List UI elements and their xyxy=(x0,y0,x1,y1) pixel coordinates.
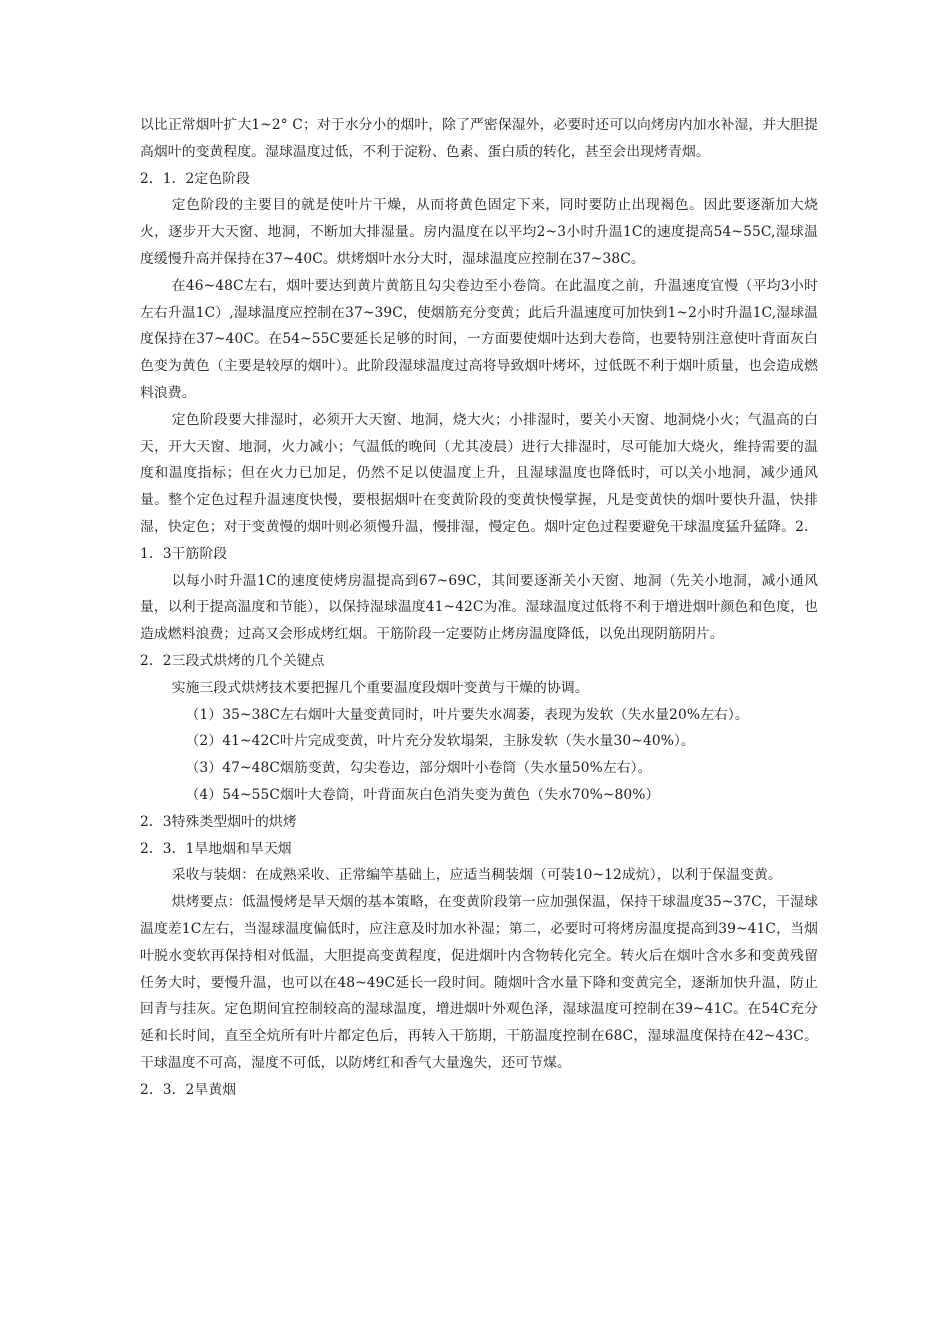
paragraph-color-fixing-temperature: 在46~48C左右，烟叶要达到黄片黄筋且勾尖卷边至小卷筒。在此温度之前，升温速度宜慢（平均3小时左右升温1C）,湿球温度应控制在37~39C，使烟筋充分变黄；此后升温速度可加快到1~2小时升温1C,湿球温度保持在37~40C。在54~55C要延长足够的时间，一方面要使烟叶达到大卷筒，也要特别注意使叶背面灰白色变为黄色（主要是较厚的烟叶）。此阶段湿球温度过高将导致烟叶烤坏，过低既不利于烟叶质量，也会造成燃料浪费。 xyxy=(140,277,818,401)
paragraph-color-fixing-intro: 定色阶段的主要目的就是使叶片干燥，从而将黄色固定下来，同时要防止出现褐色。因此要逐渐加大烧火，逐步开大天窗、地洞，不断加大排湿量。房内温度在以平均2~3小时升温1C的速度提高54~55C,湿球温度缓慢升高并保持在37~40C。烘烤烟叶水分大时，湿球温度应控制在37~38C。 xyxy=(140,197,818,267)
list-item-1: （1）35~38C左右烟叶大量变黄同时，叶片要失水凋萎，表现为发软（失水量20%左右）。 xyxy=(185,706,749,723)
list-item-4: （4）54~55C烟叶大卷筒，叶背面灰白色消失变为黄色（失水70%~80%） xyxy=(185,786,660,803)
list-item-2: （2）41~42C叶片完成变黄，叶片充分发软塌架，主脉发软（失水量30~40%）。 xyxy=(185,733,695,750)
document-page xyxy=(140,112,818,1103)
list-item-3: （3）47~48C烟筋变黄，勾尖卷边，部分烟叶小卷筒（失水量50%左右）。 xyxy=(185,760,652,777)
paragraph-drying-stage: 以每小时升温1C的速度使烤房温提高到67~69C，其间要逐渐关小天窗、地洞（先关小地洞，减小通风量，以利于提高温度和节能），以保持湿球温度41~42C为准。湿球温度过低将不利于增进烟叶颜色和色度，也造成燃料浪费；过高又会形成烤红烟。干筋阶段一定要防止烤房温度降低，以免出现阴筋阴片。 xyxy=(140,572,818,643)
heading-2-3-2: 2．3．2旱黄烟 xyxy=(140,1081,237,1098)
paragraph-color-fixing-humidity: 定色阶段要大排湿时，必须开大天窗、地洞，烧大火；小排湿时，要关小天窗、地洞烧小火；气温高的白天，开大天窗、地洞，火力减小；气温低的晚间（尤其凌晨）进行大排湿时，尽可能加大烧火，维持需要的温度和温度指标；但在火力已加足，仍然不足以使温度上升，且湿球温度也降低时，可以关小地洞，减少通风量。整个定色过程升温速度快慢，要根据烟叶在变黄阶段的变黄快慢掌握，凡是变黄快的烟叶要快升温，快排湿，快定色；对于变黄慢的烟叶则必须慢升温，慢排湿，慢定色。烟叶定色过程要避免干球温度猛升猛降。2．1．3干筋阶段 xyxy=(140,411,818,562)
paragraph-harvest-loading: 采收与装烟：在成熟采收、正常编竿基础上，应适当稠装烟（可装10~12成炕），以利于保温变黄。 xyxy=(171,867,782,884)
paragraph-yellowing-end: 以比正常烟叶扩大1~2° C；对于水分小的烟叶，除了严密保湿外，必要时还可以向烤房内加水补湿，并大胆提高烟叶的变黄程度。湿球温度过低，不利于淀粉、色素、蛋白质的转化，甚至会出现烤青烟。 xyxy=(140,117,818,160)
heading-2-2: 2．2三段式烘烤的几个关键点 xyxy=(140,652,325,669)
heading-2-3-1: 2．3．1旱地烟和旱天烟 xyxy=(140,840,292,857)
heading-2-3: 2．3特殊类型烟叶的烘烤 xyxy=(140,813,297,830)
paragraph-curing-points: 烘烤要点：低温慢烤是旱天烟的基本策略，在变黄阶段第一应加强保温，保持干球温度35~37C，干湿球温度差1C左右，当湿球温度偏低时，应注意及时加水补湿；第二，必要时可将烤房温度提高到39~41C，当烟叶脱水变软再保持相对低温，大胆提高变黄程度，促进烟叶内含物转化完全。转火后在烟叶含水多和变黄残留任务大时，要慢升温，也可以在48~49C延长一段时间。随烟叶含水量下降和变黄完全，逐渐加快升温，防止回青与挂灰。定色期间宜控制较高的湿球温度，增进烟叶外观色泽，湿球温度可控制在39~41C。在54C充分延和长时间，直至全炕所有叶片都定色后，再转入干筋期，干筋温度控制在68C，湿球温度保持在42~43C。干球温度不可高，湿度不可低，以防烤红和香气大量逸失，还可节煤。 xyxy=(140,894,818,1071)
heading-2-1-2: 2．1．2定色阶段 xyxy=(140,170,251,187)
paragraph-key-points-intro: 实施三段式烘烤技术要把握几个重要温度段烟叶变黄与干燥的协调。 xyxy=(171,679,589,696)
